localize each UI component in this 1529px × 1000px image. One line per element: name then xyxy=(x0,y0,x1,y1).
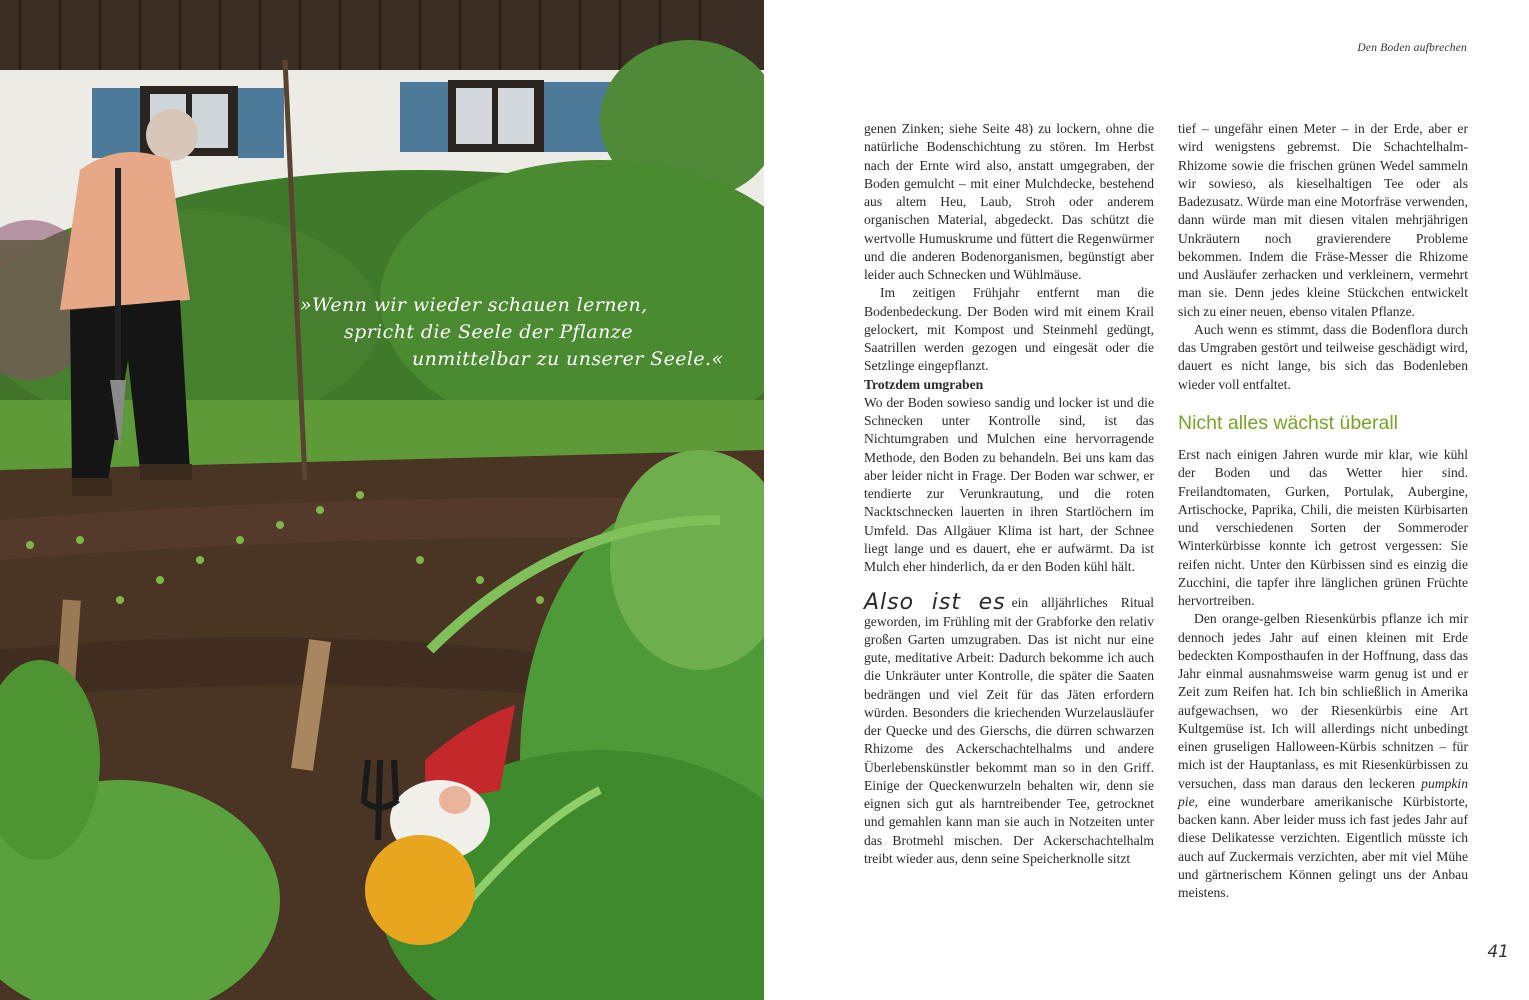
text-column-right xyxy=(1178,120,1468,902)
subheading: Trotzdem umgraben xyxy=(864,376,984,392)
italic-term: pumpkin pie xyxy=(1178,775,1468,809)
paragraph: tief – ungefähr einen Meter – in der Erde, aber er wird wenigstens gebremst. Die Schachtelhalm-Rhizome sowie die frischen grünen Wedel sammeln wir sowieso, als kieselhaltigen Tee oder als Badezusatz. Würde man eine Motorfräse verwenden, dann würde man mit diesen vitalen mehrjährigen Unkräutern noch gravierendere Probleme bekommen. Indem die Fräse-Messer die Rhizome und Ausläufer zerhacken und verkleinern, vermehrt man sie. Denn jedes kleine Stückchen entwickelt sich zu einer neuen, ebenso vitalen Pflanze. xyxy=(1178,121,1468,319)
paragraph: Auch wenn es stimmt, dass die Bodenflora durch das Umgraben gestört und teilweise geschädigt wird, dauert es nicht lange, bis sich das Bodenleben wieder voll entfaltet. xyxy=(1178,321,1468,392)
paragraph-body: , eine wunderbare amerikanische Kürbistorte, backen kann. Aber leider muss ich fast jedes Jahr auf diese Delikatesse verzichten. Eigentlich müsste ich auch auf Zuckermais verzichten, aber mit viel Mühe und gärtnerischem Können gelingt uns der Anbau meistens. xyxy=(1178,793,1468,900)
paragraph: Wo der Boden sowieso sandig und locker ist und die Schnecken unter Kontrolle sind, ist das Nichtumgraben und Mulchen eine hervorragende Methode, den Boden zu behandeln. Bei uns kam das aber leider nicht in Frage. Der Boden war schwer, er tendierte zur Verunkrautung, und die roten Nacktschnecken lauerten in ihren Startlöchern im Umfeld. Das Allgäuer Klima ist hart, der Schnee liegt lange und es dauert, ehe er aufwärmt. Da ist Mulch eher hinderlich, da er den Boden kühl hält. xyxy=(864,394,1154,574)
paragraph: Erst nach einigen Jahren wurde mir klar, wie kühl der Boden und das Wetter hier sind. Freilandtomaten, Gurken, Portulak, Aubergine, Artischocke, Paprika, Chili, die meisten Kürbisarten und verschiedenen Sorten der Sommeroder Winterkürbisse konnte ich getrost vergessen: Sie reifen nicht. Unter den Kürbissen sind es einzig die Zucchini, die tapfer ihre länglichen grünen Früchte hervortreiben. xyxy=(1178,447,1468,608)
paragraph: Im zeitigen Frühjahr entfernt man die Bodenbedeckung. Der Boden wird mit einem Krail gelockert, mit Kompost und Steinmehl gedüngt, Saatrillen werden gezogen und eingesät oder die Setzlinge eingepflanzt. xyxy=(864,285,1154,374)
quote-line-3: unmittelbar zu unserer Seele.« xyxy=(412,348,724,370)
garden-photo xyxy=(0,0,764,1000)
quote-line-2: spricht die Seele der Pflanze xyxy=(344,321,633,343)
running-head: Den Boden aufbrechen xyxy=(1357,42,1467,54)
page-number: 41 xyxy=(1487,942,1509,962)
paragraph-with-lead xyxy=(864,590,1154,868)
text-column-left xyxy=(864,120,1154,868)
paragraph-body: ein alljährliches Ritual geworden, im Frühling mit der Grabforke den relativ großen Garten umzugraben. Das ist nicht nur eine gute, meditative Arbeit: Dadurch bekomme ich auch die Unkräuter unter Kontrolle, die später die Saaten bedrängen und viel Zeit für das Jäten erfordern würden. Besonders die kriechenden Wurzelausläufer der Quecke und des Gierschs, die dürren schwarzen Rhizome des Ackerschachtelhalms und andere Überlebenskünstler bekommt man so in den Griff. Einige der Queckenwurzeln behalten wir, denn sie eignen sich gut als harntreibender Tee, getrocknet und gemahlen kann man sie auch in Notzeiten unter das Brotmehl mischen. Der Ackerschachtelhalm treibt wieder aus, denn seine Speicherknolle sitzt xyxy=(864,595,1154,866)
lead-in-text: Also ist es xyxy=(864,590,1006,616)
paragraph-body: Den orange-gelben Riesenkürbis pflanze ich mir dennoch jedes Jahr auf einen kleinen mit Erde bedeckten Komposthaufen in der Hoffnung, dass das Jahr einmal ausnahmsweise warm genug ist und er Zeit zum Reifen hat. Ich bin schließlich in Amerika aufgewachsen, wo der Riesenkürbis eine Art Kultgemüse ist. Ich will allerdings nicht unbedingt einen gruseligen Halloween-Kürbis schnitzen – für mich ist der Hauptanlass, es mit Riesenkürbissen zu versuchen, dass man daraus den leckeren xyxy=(1178,611,1468,791)
photo-quote xyxy=(300,292,724,373)
garden-scene xyxy=(0,0,764,1000)
paragraph: genen Zinken; siehe Seite 48) zu lockern, ohne die natürliche Bodenschichtung zu stören. Im Herbst nach der Ernte wird also, anstatt umgegraben, der Boden gemulcht – mit einer Mulchdecke, bestehend aus altem Heu, Laub, Stroh oder anderem organischen Material, abgedeckt. Das schützt die wertvolle Humuskrume und füttert die Regenwürmer und die anderen Bodenorganismen, begünstigt aber leider auch Schnecken und Wühlmäuse. xyxy=(864,121,1154,282)
paragraph xyxy=(1178,610,1468,902)
quote-line-1: »Wenn wir wieder schauen lernen, xyxy=(300,294,648,316)
section-heading: Nicht alles wächst überall xyxy=(1178,411,1399,434)
